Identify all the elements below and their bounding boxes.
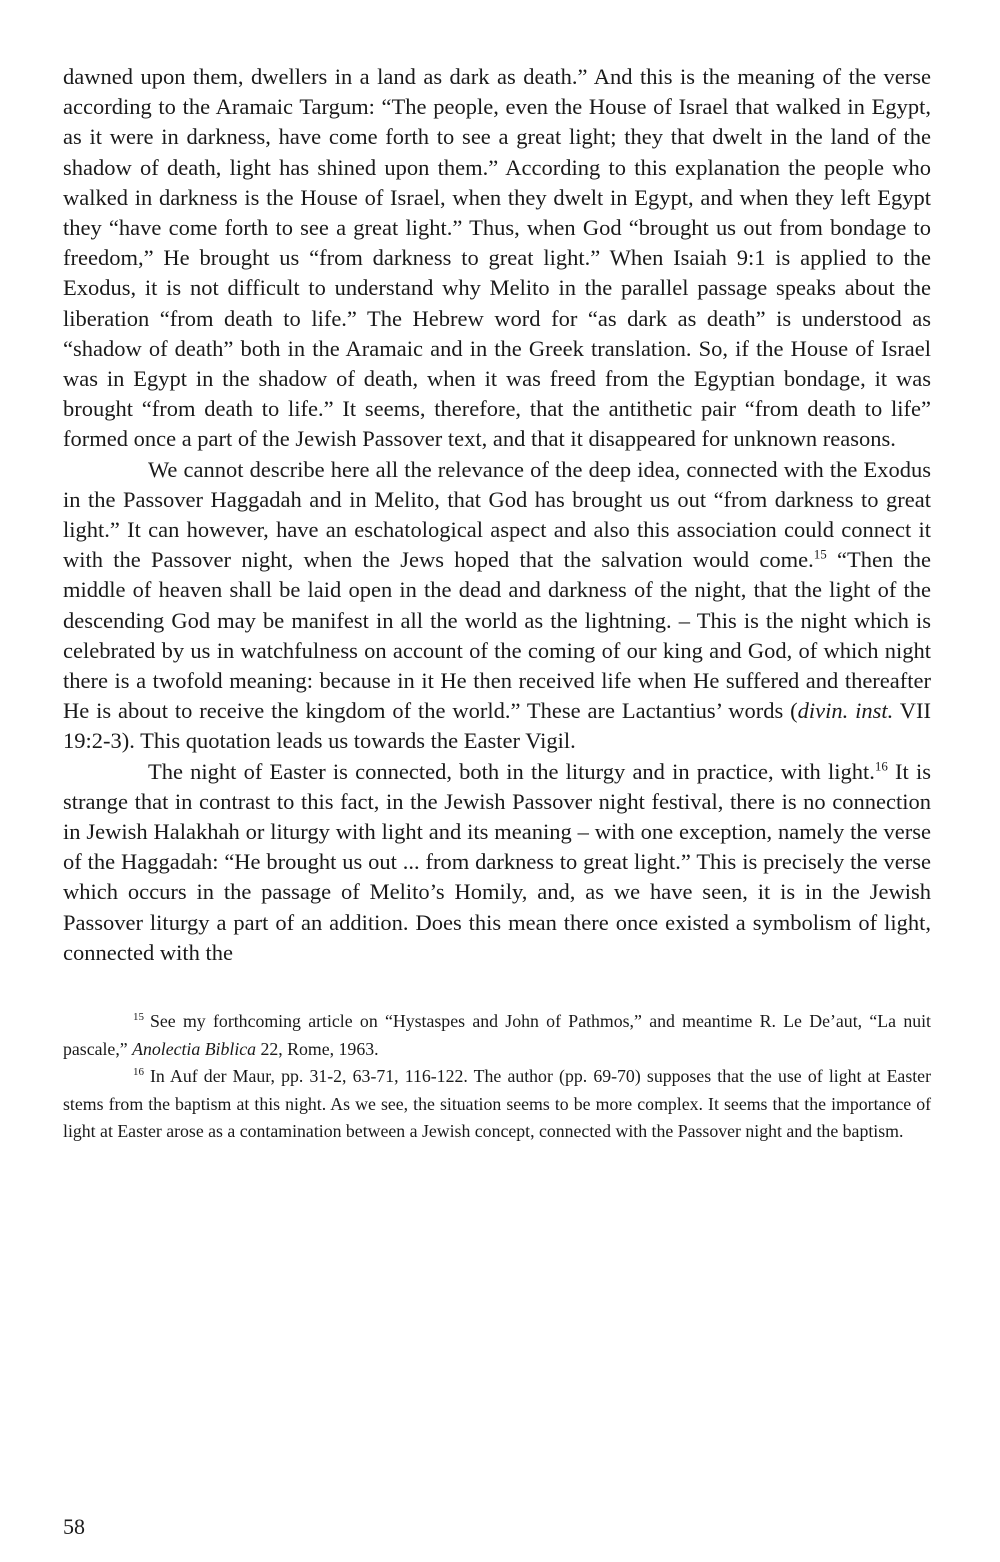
paragraph-2 — [63, 455, 931, 757]
footnote-15-number: 15 — [133, 1011, 144, 1024]
paragraph-3-part-a: The night of Easter is connected, both in the liturgy and in practice, with light. — [148, 758, 875, 784]
footnote-16 — [63, 1063, 931, 1146]
citation-divin-inst: divin. inst. — [797, 698, 894, 724]
paragraph-2-part-b: “Then the middle of heaven shall be laid open in the dead and darkness of the night, that the light of the descending God may be manifest in all the world as the lightning. – This is the night which is celebrated by us in watchfulness on account of the coming of our king and God, of which night there is a twofold meaning: because in it He then received life when He suffered and thereafter He is about to receive the kingdom of the world.” These are Lactantius’ words ( — [63, 547, 931, 724]
footnote-15-text-b: 22, Rome, 1963. — [256, 1038, 379, 1059]
paragraph-2-part-c: VII 19:2-3). This quotation leads us towards the Easter Vigil. — [63, 698, 932, 754]
paragraph-3 — [63, 757, 931, 968]
footnote-15 — [63, 1008, 931, 1063]
footnote-15-journal: Anolectia Biblica — [132, 1038, 257, 1059]
footnote-ref-16: 16 — [874, 758, 888, 774]
paragraph-3-part-b: It is strange that in contrast to this fact, in the Jewish Passover night festival, there is no connection in Jewish Halakhah or liturgy with light and its meaning – with one exception, namely the verse of the Haggadah: “He brought us out ... from darkness to great light.” This is precisely the verse which occurs in the passage of Melito’s Homily, and, as we have seen, it is in the Jewish Passover liturgy a part of an addition. Does this mean there once existed a symbolism of light, connected with the — [63, 758, 931, 965]
footnotes — [63, 1008, 931, 1146]
footnote-16-number: 16 — [133, 1066, 144, 1079]
footnote-ref-15: 15 — [813, 546, 827, 562]
paragraph-1: dawned upon them, dwellers in a land as dark as death.” And this is the meaning of the verse according to the Aramaic Targum: “The people, even the House of Israel that walked in Egypt, as it were in darkness, have come forth to see a great light; they that dwelt in the land of the shadow of death, light has shined upon them.” According to this explanation the people who walked in darkness is the House of Israel, when they dwelt in Egypt, and when they left Egypt they “have come forth to see a great light.” Thus, when God “brought us out from bondage to freedom,” He brought us “from darkness to great light.” When Isaiah 9:1 is applied to the Exodus, it is not difficult to understand why Melito in the parallel passage speaks about the liberation “from death to life.” The Hebrew word for “as dark as death” is understood as “shadow of death” both in the Aramaic and in the Greek translation. So, if the House of Israel was in Egypt in the shadow of death, when it was freed from the Egyptian bondage, it was brought “from death to life.” It seems, therefore, that the antithetic pair “from death to life” formed once a part of the Jewish Passover text, and that it disappeared for unknown reasons. — [63, 64, 931, 452]
footnote-15-text-a: See my forthcoming article on “Hystaspes and John of Pathmos,” and meantime R. Le De’aut, “La nuit pascale,” — [63, 1011, 931, 1059]
paragraph-2-part-a: We cannot describe here all the relevance of the deep idea, connected with the Exodus in the Passover Haggadah and in Melito, that God has brought us out “from darkness to great light.” It can however, have an eschatological aspect and also this association could connect it with the Passover night, when the Jews hoped that the salvation would come. — [63, 456, 931, 573]
footnote-16-text: In Auf der Maur, pp. 31-2, 63-71, 116-122. The author (pp. 69-70) supposes that the use of light at Easter stems from the baptism at this night. As we see, the situation seems to be more complex. It seems that the importance of light at Easter arose as a contamination between a Jewish concept, connected with the Passover night and the baptism. — [63, 1066, 931, 1142]
page-number: 58 — [63, 1514, 85, 1539]
page-body — [63, 62, 931, 1146]
